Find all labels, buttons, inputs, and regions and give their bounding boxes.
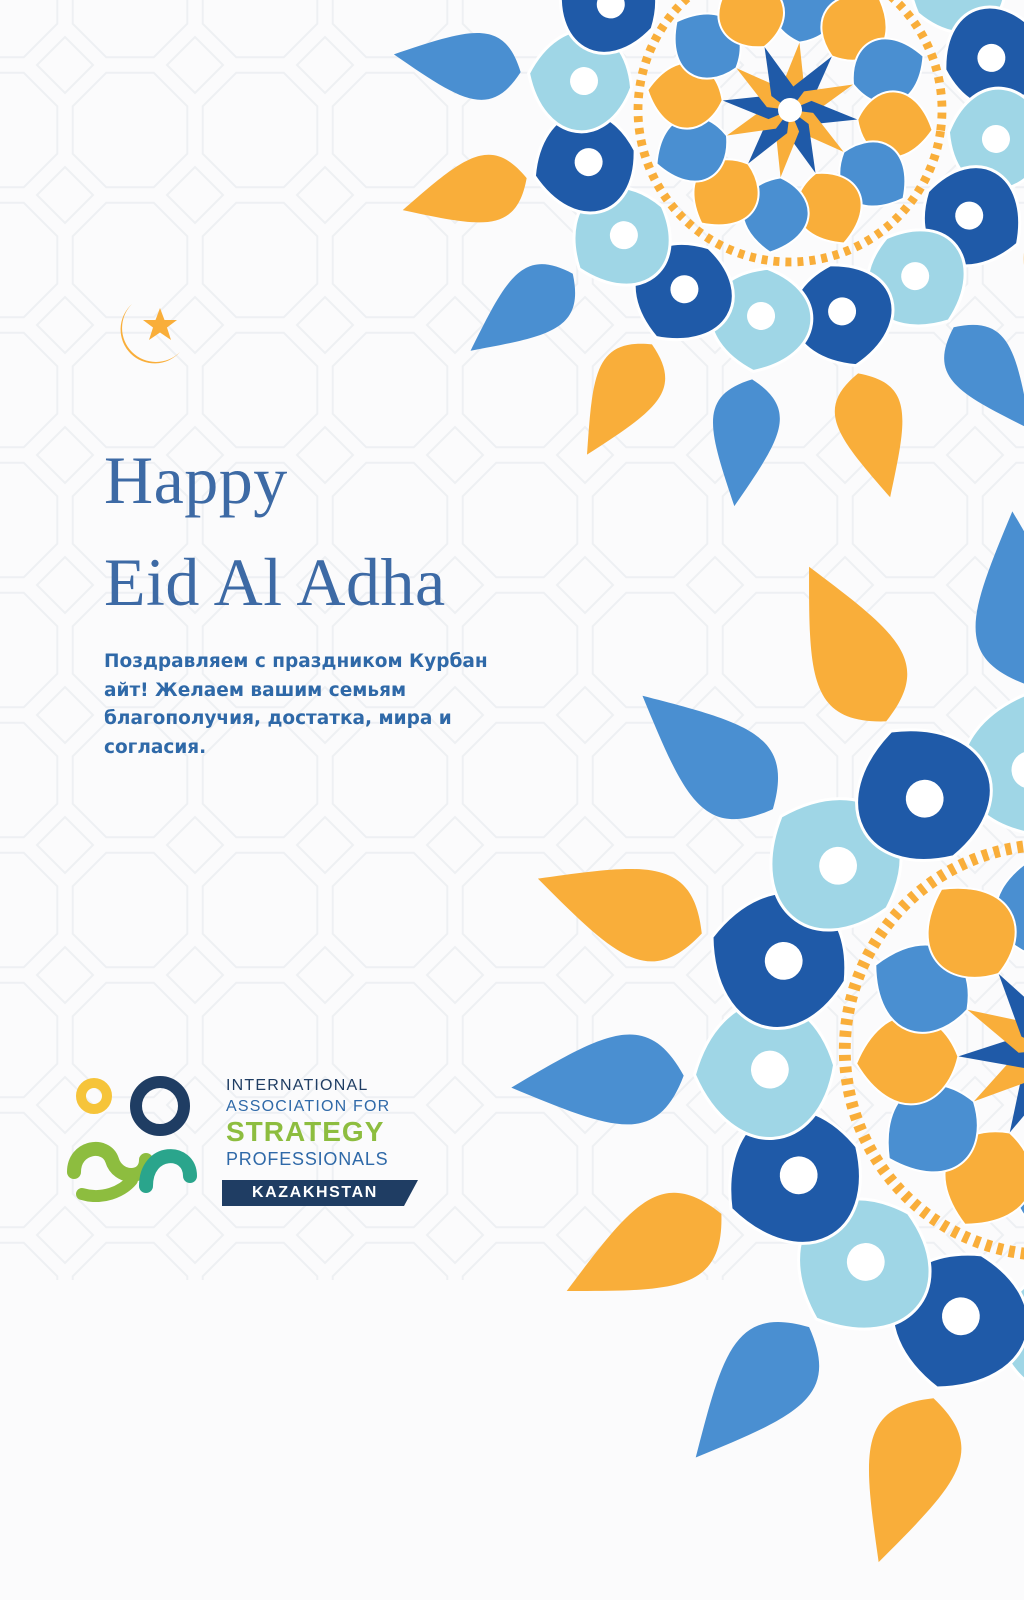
mandala-ornament-bottom: [500, 500, 1024, 1600]
title-eid-al-adha: Eid Al Adha: [104, 544, 446, 620]
logo-text-strategy: STRATEGY: [226, 1116, 385, 1147]
logo-text-professionals: PROFESSIONALS: [226, 1149, 389, 1169]
crescent-star-icon: [104, 296, 188, 380]
title-happy: Happy: [104, 442, 288, 518]
logo-text-international: INTERNATIONAL: [226, 1077, 369, 1094]
logo-text-association: ASSOCIATION FOR: [226, 1098, 391, 1115]
greeting-message: Поздравляем с праздником Курбан айт! Желаем вашим семьям благополучия, достатка, мира и согласия.: [104, 651, 488, 758]
logo-text-kazakhstan: KAZAKHSTAN: [252, 1184, 378, 1201]
mandala-ornament-top: [380, 0, 1024, 520]
iasp-logo-mark-icon: [62, 1076, 202, 1202]
